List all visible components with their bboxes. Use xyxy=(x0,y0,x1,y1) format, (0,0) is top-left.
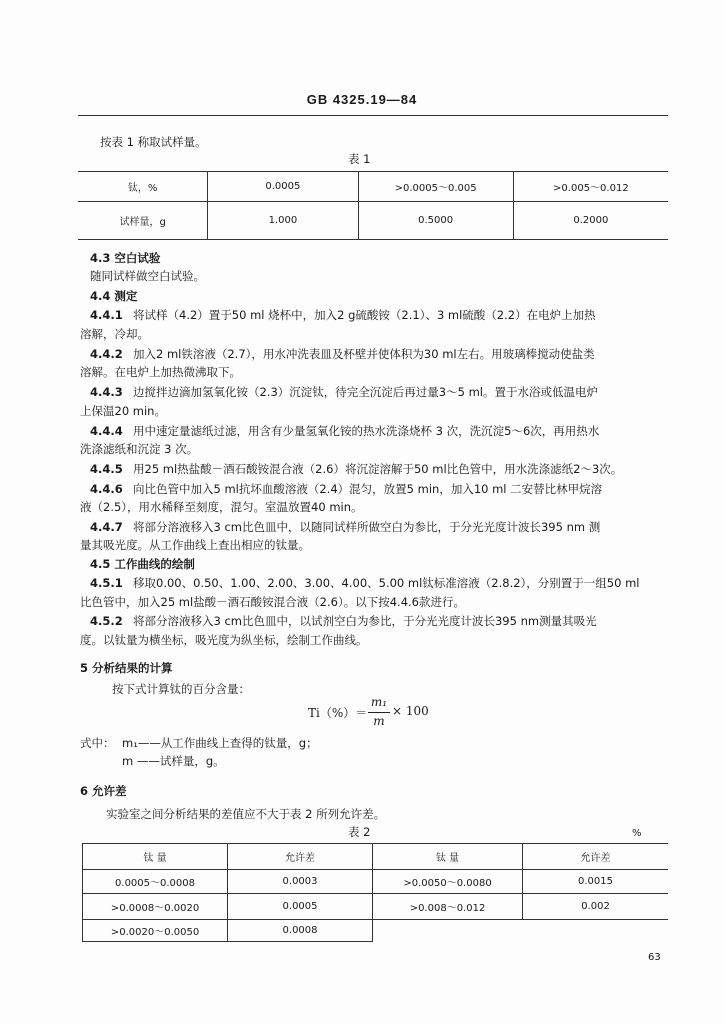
table-cell: 钛，% xyxy=(78,172,208,202)
table-header-cell: 钛 量 xyxy=(373,844,523,870)
table-cell: >0.0050～0.0080 xyxy=(373,870,523,894)
table-cell xyxy=(373,920,523,942)
table-cell: 0.0005～0.0008 xyxy=(83,870,228,894)
table-cell: 0.0008 xyxy=(228,920,373,942)
table-header-cell: 允许差 xyxy=(523,844,668,870)
para-text: 将部分溶液移入3 cm比色皿中，以随同试样所做空白为参比，于分光光度计波长395 nm 测 xyxy=(133,520,601,534)
table2-unit: % xyxy=(632,828,642,839)
table-cell: >0.0008～0.0020 xyxy=(83,894,228,920)
table-cell: 0.2000 xyxy=(513,202,668,240)
table-row xyxy=(78,202,668,240)
para-text: 移取0.00、0.50、1.00、2.00、3.00、4.00、5.00 ml钛标准溶液（2.8.2），分别置于一组50 ml xyxy=(133,576,640,590)
para-text: 加入2 ml铁溶液（2.7），用水冲洗表皿及杯壁并使体积为30 ml左右。用玻璃棒搅动使盐类 xyxy=(133,347,595,361)
table-row xyxy=(83,920,669,942)
para-text: 量其吸光度。从工作曲线上查出相应的钛量。 xyxy=(80,538,310,552)
where-lead: 式中： xyxy=(80,736,115,750)
header-rule xyxy=(78,115,668,116)
table-cell: >0.005～0.012 xyxy=(513,172,668,202)
para-number: 4.4.6 xyxy=(90,482,123,496)
table-header-row xyxy=(83,844,669,870)
section-4-3-body: 随同试样做空白试验。 xyxy=(90,269,205,283)
para-number: 4.4.2 xyxy=(90,347,123,361)
table-header-cell: 钛 量 xyxy=(83,844,228,870)
section-4-5-heading: 4.5 工作曲线的绘制 xyxy=(90,557,195,571)
para-number: 4.4.7 xyxy=(90,520,123,534)
para-text: 溶解。在电炉上加热微沸取下。 xyxy=(80,365,241,379)
table-cell xyxy=(523,920,668,942)
para-text: 边搅拌边滴加氢氧化铵（2.3）沉淀钛，待完全沉淀后再过量3～5 ml。置于水浴或低温电炉 xyxy=(133,385,598,399)
table1 xyxy=(78,171,668,240)
table-cell: 0.0005 xyxy=(228,894,373,920)
table-row xyxy=(78,172,668,202)
table-cell: 0.0015 xyxy=(523,870,668,894)
formula-denominator: m xyxy=(373,714,385,728)
table-cell: >0.0005～0.005 xyxy=(358,172,513,202)
table-cell: >0.008～0.012 xyxy=(373,894,523,920)
section-5-heading: 5 分析结果的计算 xyxy=(80,661,173,675)
para-number: 4.5.2 xyxy=(90,614,123,628)
table-cell: 0.0003 xyxy=(228,870,373,894)
page-number: 63 xyxy=(648,952,661,963)
para-text: 将试样（4.2）置于50 ml 烧杯中，加入2 g硫酸铵（2.1）、3 ml硫酸（2.2）在电炉上加热 xyxy=(133,308,596,322)
formula-lhs: Ti（%）＝ xyxy=(308,706,368,720)
para-text: 比色管中，加入25 ml盐酸－酒石酸铵混合液（2.6）。以下按4.4.6款进行。 xyxy=(80,595,465,609)
table-cell: 0.002 xyxy=(523,894,668,920)
formula-rhs: × 100 xyxy=(392,704,429,718)
where-m1: m₁——从工作曲线上查得的钛量，g； xyxy=(122,736,318,750)
section-6-body: 实验室之间分析结果的差值应不大于表 2 所列允许差。 xyxy=(106,807,386,821)
standard-header: GB 4325.19—84 xyxy=(306,92,418,107)
section-4-3-heading: 4.3 空白试验 xyxy=(90,251,161,265)
para-text: 向比色管中加入5 ml抗坏血酸溶液（2.4）混匀，放置5 min，加入10 ml 二安替比林甲烷溶 xyxy=(133,482,603,496)
fraction-bar xyxy=(368,712,390,713)
table2-title: 表 2 xyxy=(348,825,371,839)
where-m: m ——试样量，g。 xyxy=(122,754,225,768)
table-row xyxy=(83,894,669,920)
formula-numerator: m₁ xyxy=(370,695,388,709)
section-5-body: 按下式计算钛的百分含量： xyxy=(112,682,250,696)
para-text: 将部分溶液移入3 cm比色皿中，以试剂空白为参比，于分光光度计波长395 nm测量其吸光 xyxy=(133,614,597,628)
section-6-heading: 6 允许差 xyxy=(80,784,127,798)
table-cell: 1.000 xyxy=(208,202,358,240)
para-number: 4.4.1 xyxy=(90,308,123,322)
section-4-4-heading: 4.4 测定 xyxy=(90,289,138,303)
table-cell: 试样量，g xyxy=(78,202,208,240)
para-text: 上保温20 min。 xyxy=(80,404,166,418)
table-row xyxy=(83,870,669,894)
para-number: 4.4.5 xyxy=(90,462,123,476)
table1-lead: 按表 1 称取试样量。 xyxy=(100,135,207,149)
table-cell: >0.0020～0.0050 xyxy=(83,920,228,942)
para-text: 溶解，冷却。 xyxy=(80,327,149,341)
para-text: 液（2.5），用水稀释至刻度，混匀。室温放置40 min。 xyxy=(80,500,363,514)
para-text: 度。以钛量为横坐标，吸光度为纵坐标，绘制工作曲线。 xyxy=(80,633,368,647)
table1-title: 表 1 xyxy=(348,152,371,166)
para-number: 4.4.4 xyxy=(90,424,123,438)
para-text: 用中速定量滤纸过滤，用含有少量氢氧化铵的热水洗涤烧杯 3 次，洗沉淀5～6次，再用热水 xyxy=(133,424,600,438)
table-cell: 0.0005 xyxy=(208,172,358,202)
table2 xyxy=(82,843,668,942)
table-cell: 0.5000 xyxy=(358,202,513,240)
para-number: 4.5.1 xyxy=(90,576,123,590)
para-text: 洗涤滤纸和沉淀 3 次。 xyxy=(80,442,199,456)
para-text: 用25 ml热盐酸－酒石酸铵混合液（2.6）将沉淀溶解于50 ml比色管中，用水洗涤滤纸2～3次。 xyxy=(133,462,623,476)
para-number: 4.4.3 xyxy=(90,385,123,399)
table-header-cell: 允许差 xyxy=(228,844,373,870)
